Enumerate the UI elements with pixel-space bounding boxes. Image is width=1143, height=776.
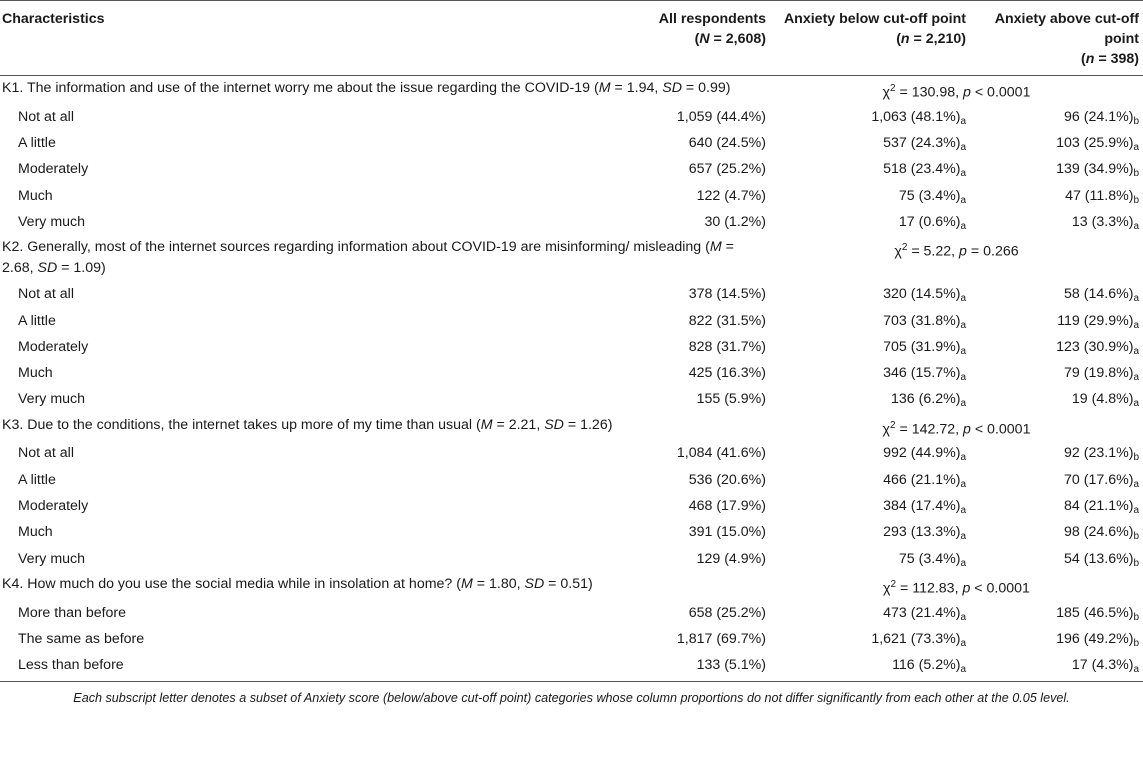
- above-cutoff-value: 19 (4.8%): [1071, 391, 1134, 408]
- above-cutoff-value: 123 (30.9%): [1056, 338, 1134, 355]
- question-row: [0, 572, 1143, 600]
- chi-square-cell: [770, 235, 1143, 281]
- below-cutoff-cell: [770, 626, 970, 652]
- above-cutoff-cell: [970, 183, 1143, 209]
- above-cutoff-value: 119 (29.9%): [1057, 312, 1134, 329]
- response-label: Not at all: [18, 445, 74, 462]
- all-respondents-value: 657 (25.2%): [688, 161, 766, 178]
- below-cutoff-cell: [770, 600, 970, 626]
- all-respondents-value: 1,084 (41.6%): [676, 445, 766, 462]
- chi-value: = 5.22,: [907, 243, 960, 260]
- header-all-respondents: All respondents (N = 2,608): [658, 11, 766, 47]
- above-cutoff-subscript: b: [1133, 611, 1139, 623]
- response-row: [0, 334, 1143, 360]
- below-cutoff-cell: [770, 308, 970, 334]
- header-below-title: Anxiety below cut-off point: [783, 11, 966, 27]
- chi-symbol: χ: [882, 84, 890, 101]
- below-cutoff-cell: [770, 519, 970, 545]
- above-cutoff-cell: [970, 386, 1143, 412]
- sd-value: = 1.09): [57, 260, 106, 277]
- above-cutoff-cell: [970, 600, 1143, 626]
- all-respondents-value: 468 (17.9%): [688, 498, 766, 515]
- below-cutoff-subscript: a: [960, 664, 966, 676]
- question-text-cell: [0, 572, 770, 600]
- below-cutoff-subscript: a: [960, 194, 966, 206]
- above-cutoff-cell: [970, 652, 1143, 681]
- header-all-title: All respondents: [658, 11, 766, 27]
- above-cutoff-subscript: a: [1133, 372, 1139, 384]
- p-value: < 0.0001: [970, 84, 1031, 101]
- above-cutoff-cell: [970, 519, 1143, 545]
- header-all-n-symbol: N: [699, 31, 710, 47]
- sd-symbol: SD: [524, 575, 545, 592]
- above-cutoff-value: 196 (49.2%): [1056, 630, 1134, 647]
- all-respondents-value: 425 (16.3%): [688, 365, 766, 382]
- above-cutoff-subscript: b: [1133, 194, 1139, 206]
- response-row: [0, 104, 1143, 130]
- question-row: [0, 235, 1143, 281]
- mean-value: = 1.94,: [610, 80, 663, 96]
- response-label: Not at all: [18, 108, 74, 125]
- below-cutoff-subscript: a: [960, 168, 966, 180]
- p-value: < 0.0001: [970, 421, 1031, 438]
- response-row: [0, 600, 1143, 626]
- response-row: [0, 546, 1143, 572]
- question-text-cell: [0, 76, 770, 104]
- below-cutoff-subscript: a: [960, 293, 966, 305]
- chi-square-cell: [770, 76, 1143, 104]
- header-above-title: Anxiety above cut-off point: [994, 11, 1139, 47]
- below-cutoff-cell: [770, 440, 970, 466]
- above-cutoff-subscript: a: [1133, 220, 1139, 232]
- above-cutoff-subscript: a: [1133, 345, 1139, 357]
- p-symbol: p: [963, 84, 971, 101]
- response-label: Much: [18, 187, 53, 204]
- above-cutoff-cell: [970, 156, 1143, 182]
- below-cutoff-cell: [770, 386, 970, 412]
- question-text-cell: [0, 413, 770, 441]
- table-header: [0, 1, 1143, 76]
- response-label: More than before: [18, 604, 127, 621]
- table-body: [0, 76, 1143, 682]
- above-cutoff-subscript: b: [1133, 168, 1139, 180]
- mean-value: = 2.68,: [2, 239, 734, 277]
- header-anxiety-above: Anxiety above cut-off point (n = 398): [994, 11, 1139, 67]
- above-cutoff-subscript: a: [1133, 319, 1139, 331]
- all-respondents-value: 828 (31.7%): [688, 338, 766, 355]
- below-cutoff-value: 705 (31.9%): [883, 338, 961, 355]
- response-row: [0, 360, 1143, 386]
- footnote: Each subscript letter denotes a subset of Anxiety score (below/above cut-off point) categories whose column proportions do not differ significantly from each other at the 0.05 level.: [73, 690, 1070, 705]
- below-cutoff-value: 75 (3.4%): [898, 550, 961, 567]
- header-all-n-value: = 2,608): [709, 31, 766, 47]
- below-cutoff-subscript: a: [960, 142, 966, 154]
- chi-value: = 112.83,: [896, 580, 963, 597]
- response-row: [0, 652, 1143, 681]
- below-cutoff-value: 75 (3.4%): [898, 187, 961, 204]
- above-cutoff-cell: [970, 467, 1143, 493]
- below-cutoff-cell: [770, 334, 970, 360]
- header-characteristics: Characteristics: [2, 11, 105, 27]
- above-cutoff-cell: [970, 360, 1143, 386]
- all-respondents-value: 1,817 (69.7%): [676, 630, 766, 647]
- below-cutoff-cell: [770, 546, 970, 572]
- below-cutoff-subscript: a: [960, 398, 966, 410]
- below-cutoff-cell: [770, 467, 970, 493]
- all-respondents-value: 122 (4.7%): [696, 187, 766, 204]
- above-cutoff-cell: [970, 334, 1143, 360]
- below-cutoff-cell: [770, 130, 970, 156]
- above-cutoff-cell: [970, 626, 1143, 652]
- all-respondents-value: 391 (15.0%): [688, 524, 766, 541]
- chi-value: = 142.72,: [895, 421, 963, 438]
- below-cutoff-subscript: a: [960, 505, 966, 517]
- p-symbol: p: [959, 243, 967, 260]
- all-respondents-value: 1,059 (44.4%): [676, 108, 766, 125]
- above-cutoff-value: 103 (25.9%): [1056, 135, 1134, 152]
- mean-value: = 1.80,: [472, 575, 525, 592]
- above-cutoff-value: 58 (14.6%): [1064, 286, 1134, 303]
- all-respondents-value: 155 (5.9%): [696, 391, 766, 408]
- response-label: Less than before: [18, 657, 124, 674]
- header-below-n-symbol: n: [900, 31, 910, 47]
- below-cutoff-subscript: a: [960, 531, 966, 543]
- question-text: K3. Due to the conditions, the internet takes up more of my time than usual (: [2, 416, 481, 433]
- response-row: [0, 386, 1143, 412]
- above-cutoff-cell: [970, 440, 1143, 466]
- below-cutoff-subscript: a: [960, 319, 966, 331]
- above-cutoff-value: 79 (19.8%): [1064, 365, 1134, 382]
- above-cutoff-value: 98 (24.6%): [1064, 524, 1134, 541]
- response-row: [0, 281, 1143, 307]
- response-row: [0, 519, 1143, 545]
- below-cutoff-value: 320 (14.5%): [883, 286, 961, 303]
- chi-exponent: 2: [889, 419, 896, 431]
- sd-value: = 0.51): [544, 575, 593, 592]
- above-cutoff-cell: [970, 308, 1143, 334]
- above-cutoff-value: 70 (17.6%): [1064, 471, 1134, 488]
- above-cutoff-subscript: b: [1133, 115, 1139, 127]
- below-cutoff-value: 346 (15.7%): [883, 365, 961, 382]
- above-cutoff-cell: [970, 546, 1143, 572]
- response-row: [0, 130, 1143, 156]
- sd-value: = 1.26): [563, 416, 613, 433]
- below-cutoff-subscript: a: [960, 345, 966, 357]
- response-label: Very much: [18, 213, 86, 230]
- response-label: A little: [18, 135, 56, 152]
- question-text-cell: [0, 235, 770, 281]
- below-cutoff-value: 136 (6.2%): [891, 391, 961, 408]
- chi-exponent: 2: [901, 242, 908, 254]
- below-cutoff-subscript: a: [960, 372, 966, 384]
- above-cutoff-subscript: a: [1133, 478, 1139, 490]
- above-cutoff-cell: [970, 130, 1143, 156]
- above-cutoff-subscript: a: [1133, 142, 1139, 154]
- below-cutoff-value: 992 (44.9%): [883, 445, 961, 462]
- below-cutoff-cell: [770, 281, 970, 307]
- above-cutoff-value: 54 (13.6%): [1064, 550, 1134, 567]
- below-cutoff-subscript: a: [960, 220, 966, 232]
- table-footer: [0, 681, 1143, 707]
- below-cutoff-value: 1,063 (48.1%): [871, 108, 961, 125]
- above-cutoff-value: 13 (3.3%): [1071, 213, 1134, 230]
- response-label: Very much: [18, 550, 86, 567]
- p-symbol: p: [962, 580, 971, 597]
- above-cutoff-cell: [970, 209, 1143, 235]
- response-row: [0, 183, 1143, 209]
- above-cutoff-cell: [970, 493, 1143, 519]
- all-respondents-value: 133 (5.1%): [696, 657, 766, 674]
- below-cutoff-value: 116 (5.2%): [892, 657, 961, 674]
- below-cutoff-subscript: a: [960, 637, 966, 649]
- sd-value: = 0.99): [681, 80, 731, 96]
- above-cutoff-subscript: a: [1133, 664, 1139, 676]
- below-cutoff-cell: [770, 652, 970, 681]
- below-cutoff-value: 1,621 (73.3%): [871, 630, 961, 647]
- below-cutoff-subscript: a: [960, 611, 966, 623]
- p-symbol: p: [963, 421, 971, 438]
- response-row: [0, 308, 1143, 334]
- below-cutoff-value: 17 (0.6%): [898, 213, 961, 230]
- chi-symbol: χ: [882, 421, 890, 438]
- above-cutoff-subscript: a: [1133, 398, 1139, 410]
- all-respondents-value: 640 (24.5%): [688, 135, 766, 152]
- all-respondents-value: 658 (25.2%): [688, 604, 766, 621]
- question-text: K1. The information and use of the internet worry me about the issue regarding the COVID-19 (: [2, 80, 599, 96]
- mean-symbol: M: [460, 575, 473, 592]
- header-above-n-value: = 398): [1094, 51, 1139, 67]
- all-respondents-value: 822 (31.5%): [688, 312, 766, 329]
- above-cutoff-value: 92 (23.1%): [1064, 445, 1134, 462]
- below-cutoff-cell: [770, 209, 970, 235]
- chi-exponent: 2: [889, 83, 896, 94]
- response-row: [0, 467, 1143, 493]
- response-row: [0, 493, 1143, 519]
- below-cutoff-cell: [770, 156, 970, 182]
- chi-symbol: χ: [883, 580, 891, 597]
- response-row: [0, 440, 1143, 466]
- response-label: Very much: [18, 391, 86, 408]
- below-cutoff-subscript: a: [960, 478, 966, 490]
- below-cutoff-cell: [770, 493, 970, 519]
- above-cutoff-subscript: b: [1133, 531, 1139, 543]
- response-row: [0, 156, 1143, 182]
- above-cutoff-cell: [970, 281, 1143, 307]
- response-row: [0, 209, 1143, 235]
- chi-symbol: χ: [894, 243, 902, 260]
- mean-symbol: M: [480, 416, 493, 433]
- header-above-n-symbol: n: [1085, 51, 1095, 67]
- below-cutoff-value: 293 (13.3%): [883, 524, 961, 541]
- response-label: A little: [18, 471, 56, 488]
- response-label: Moderately: [18, 498, 89, 515]
- below-cutoff-value: 537 (24.3%): [883, 135, 961, 152]
- header-anxiety-below: Anxiety below cut-off point (n = 2,210): [783, 11, 966, 47]
- above-cutoff-subscript: b: [1133, 557, 1139, 569]
- question-row: [0, 76, 1143, 104]
- above-cutoff-subscript: a: [1133, 505, 1139, 517]
- below-cutoff-cell: [770, 360, 970, 386]
- all-respondents-value: 378 (14.5%): [688, 286, 766, 303]
- below-cutoff-value: 473 (21.4%): [883, 604, 961, 621]
- below-cutoff-subscript: a: [960, 557, 966, 569]
- below-cutoff-value: 466 (21.1%): [883, 471, 961, 488]
- chi-exponent: 2: [890, 578, 897, 590]
- above-cutoff-subscript: b: [1133, 452, 1139, 464]
- sd-symbol: SD: [544, 416, 564, 433]
- chi-square-cell: [770, 572, 1143, 600]
- below-cutoff-value: 384 (17.4%): [883, 498, 961, 515]
- all-respondents-value: 129 (4.9%): [696, 550, 766, 567]
- chi-square-cell: [770, 413, 1143, 441]
- response-label: Much: [18, 365, 53, 382]
- header-below-n-value: = 2,210): [909, 31, 966, 47]
- mean-value: = 2.21,: [492, 416, 545, 433]
- above-cutoff-value: 96 (24.1%): [1064, 108, 1134, 125]
- response-label: Moderately: [18, 161, 89, 178]
- above-cutoff-subscript: b: [1133, 637, 1139, 649]
- response-label: The same as before: [18, 630, 145, 647]
- response-label: Not at all: [18, 286, 74, 303]
- mean-symbol: M: [598, 80, 611, 96]
- below-cutoff-cell: [770, 183, 970, 209]
- above-cutoff-value: 139 (34.9%): [1056, 161, 1134, 178]
- p-value: < 0.0001: [970, 580, 1030, 597]
- response-label: Moderately: [18, 338, 89, 355]
- response-row: [0, 626, 1143, 652]
- all-respondents-value: 536 (20.6%): [688, 471, 766, 488]
- above-cutoff-value: 17 (4.3%): [1071, 657, 1134, 674]
- p-value: = 0.266: [966, 243, 1019, 260]
- all-respondents-value: 30 (1.2%): [704, 213, 766, 230]
- question-row: [0, 413, 1143, 441]
- below-cutoff-value: 703 (31.8%): [883, 312, 961, 329]
- below-cutoff-value: 518 (23.4%): [883, 161, 961, 178]
- question-text: K2. Generally, most of the internet sources regarding information about COVID-19 are misinforming/ misleading (: [2, 239, 710, 256]
- above-cutoff-value: 185 (46.5%): [1056, 604, 1134, 621]
- question-text: K4. How much do you use the social media while in insolation at home? (: [2, 575, 461, 592]
- sd-symbol: SD: [662, 80, 682, 96]
- above-cutoff-value: 84 (21.1%): [1064, 498, 1134, 515]
- below-cutoff-subscript: a: [960, 452, 966, 464]
- mean-symbol: M: [709, 239, 722, 256]
- response-label: Much: [18, 524, 53, 541]
- chi-value: = 130.98,: [895, 84, 963, 101]
- below-cutoff-subscript: a: [960, 115, 966, 127]
- sd-symbol: SD: [37, 260, 58, 277]
- below-cutoff-cell: [770, 104, 970, 130]
- above-cutoff-cell: [970, 104, 1143, 130]
- above-cutoff-subscript: a: [1133, 293, 1139, 305]
- above-cutoff-value: 47 (11.8%): [1065, 187, 1134, 204]
- response-label: A little: [18, 312, 56, 329]
